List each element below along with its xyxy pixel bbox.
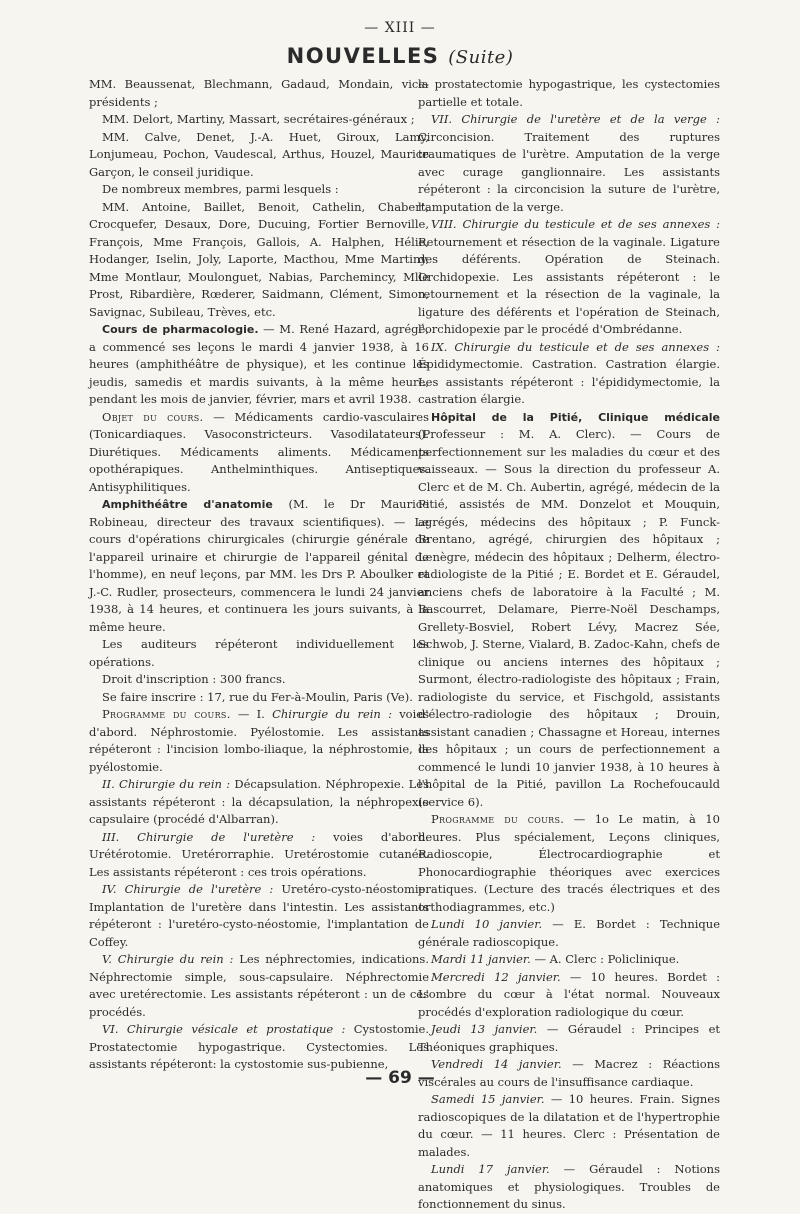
schedule-entry [418,1091,720,1161]
paragraph-text: Uretéro-cysto-néostomie. Implantation de l'uretère dans l'intestin. Les assistants répéteront : l'uretéro-cysto-néostomie, l'implantation de Coffey. [89,882,429,949]
paragraph [89,409,429,497]
paragraph [418,111,720,216]
paragraph-text: Circoncision. Traitement des ruptures traumatiques de l'urètre. Amputation de la verge avec curage ganglionnaire. Les assistants répéteront : la circoncision la suture de l'urètre, l'amputation de la verge. [418,129,720,214]
schedule-date: Mercredi 12 janvier. [431,969,561,984]
schedule-text: — Macrez : Réactions viscérales au cours de l'insuffisance cardiaque. [418,1057,720,1089]
italic-heading: II. Chirurgie du rein : [102,777,231,791]
schedule-text: — A. Clerc : Policlinique. [530,952,680,966]
italic-heading: IX. Chirurgie du testicule et de ses annexes : [431,339,720,354]
schedule-date: Vendredi 14 janvier. [431,1057,562,1071]
paragraph-text: — Médicaments cardio-vasculaires (Tonicardiaques. Vasoconstricteurs. Vasodilatateurs). Diurétiques. Médicaments aliments. Médicaments opothérapiques. Anthelminthiques. Antiseptiques. Antisyphilitiques. [89,409,429,494]
paragraph-text: Retournement et résection de la vaginale. Ligature des déférents. Opération de Steinach. Orchidopexie. Les assistants répéteront : le retournement et la résection de la vaginale, la ligature des déférents et l'opération de Steinach, l'orchidopexie par le procédé d'Ombrédanne. [418,234,720,336]
paragraph-text: Décapsulation. Néphropexie. Les assistants répéteront : la décapsulation, la néphropexie capsulaire (procédé d'Albarran). [89,777,429,826]
section-heading: Objet du cours. [102,409,204,424]
paragraph [418,811,720,916]
schedule-entry [418,951,720,969]
schedule-date: Lundi 10 janvier. [431,917,543,931]
right-column [418,76,720,1214]
page-number: — 69 — [365,1068,435,1088]
page-title [0,44,800,68]
paragraph-text: voies d'abord. Urétérotomie. Uretérorraphie. Uretérostomie cutanée. Les assistants répéteront : ces trois opérations. [89,829,430,879]
paragraph [418,339,720,409]
paragraph [418,216,720,339]
paragraph: MM. Beaussenat, Blechmann, Gadaud, Mondain, vice-présidents ; [89,77,429,109]
paragraph [89,496,429,636]
roman-page-number: — XIII — [364,20,436,36]
schedule-date: Samedi 15 janvier. [431,1092,545,1106]
paragraph-text: (Professeur : M. A. Clerc). — Cours de perfectionnement sur les maladies du cœur et des vaisseaux. — Sous la direction du professeur A. Clerc et de M. Ch. Aubertin, agrégé, médecin de la Pitié, assistés de MM. Donzelot et Mouquin, agrégés, médecins des hôpitaux ; P. Funck-Brentano, agrégé, chirurgien des hôpitaux ; Lenègre, médecin des hôpitaux ; Delherm, électro-radiologiste de la Pitié ; E. Bordet et E. Géraudel, anciens chefs de laboratoire à la Faculté ; M. Bascourret, Delamare, Pierre-Noël Deschamps, Grellety-Bosviel, Robert Lévy, Macrez Sée, Schwob, J. Sterne, Vialard, B. Zadoc-Kahn, chefs de clinique ou anciens internes des hôpitaux ; Surmont, électro-radiologiste des hôpitaux ; Frain, radiologiste du service, et Fischgold, assistants d'électro-radiologie des hôpitaux ; Drouin, assistant canadien ; Chassagne et Horeau, internes des hôpitaux ; un cours de perfectionnement a commencé le lundi 10 janvier 1938, à 10 heures à l'hôpital de la Pitié, pavillon La Rochefoucauld (service 6). [418,427,720,809]
paragraph-text: — I. [230,707,273,721]
paragraph-text: — 1o Le matin, à 10 heures. Plus spécialement, Leçons cliniques, Radioscopie, Électrocardiographie et Phonocardiographie théoriques avec exercices pratiques. (Lecture des tracés électriques et des orthodiagrammes, etc.) [418,812,721,914]
section-heading: Cours de pharmacologie. [102,323,259,336]
paragraph: Se faire inscrire : 17, rue du Fer-à-Moulin, Paris (Ve). [102,689,413,704]
schedule-text: — Géraudel : Principes et Théoniques graphiques. [418,1022,720,1054]
section-heading: Amphithéâtre d'anatomie [102,498,273,511]
paragraph-text: Cystostomie. Prostatectomie hypogastrique. Cystectomies. Les assistants répéteront: la cystostomie sus-pubienne, [89,1022,429,1071]
section-heading: Programme du cours. [431,812,565,826]
italic-heading: Chirurgie du rein : [272,707,392,721]
schedule-date: Lundi 17 janvier. [431,1162,550,1176]
section-heading: Hôpital de la Pitié, Clinique médicale [431,410,720,424]
paragraph-text: (M. le Dr Maurice Robineau, directeur des travaux scientifiques). — Le cours d'opérations chirurgicales (chirurgie générale de l'appareil urinaire et chirurgie de l'appareil génital de l'homme), en neuf leçons, par MM. les Drs P. Aboulker et J.-C. Rudler, prosecteurs, commencera le lundi 24 janvier 1938, à 14 heures, et continuera les jours suivants, à la même heure. [89,497,430,634]
italic-heading: VII. Chirurgie de l'uretère et de la verge : [431,112,720,126]
paragraph: MM. Antoine, Baillet, Benoit, Cathelin, Chabert, Crocquefer, Desaux, Dore, Ducuing, Fortier Bernoville, François, Mme François, Gallois, A. Halphen, Hélie, Hodanger, Iselin, Joly, Laporte, Macthou, Mme Martiny, Mme Montlaur, Moulonguet, Nabias, Parchemincy, Mlle Prost, Ribardière, Rœderer, Saidmann, Clément, Simon, Savignac, Subileau, Trèves, etc. [89,199,429,319]
paragraph-text: voies d'abord. Néphrostomie. Pyélostomie. Les assistants répéteront : l'incision lombo-iliaque, la néphrostomie, la pyélostomie. [89,707,429,774]
schedule-text: — 10 heures. Frain. Signes radioscopiques de la dilatation et de l'hypertrophie du cœur. — 11 heures. Clerc : Présentation de malades. [418,1092,720,1159]
schedule-entry [418,916,720,951]
paragraph [89,321,429,409]
paragraph [89,881,429,951]
schedule-date: Mardi 11 janvier. [431,952,531,966]
paragraph [89,829,429,882]
italic-heading: VIII. Chirurgie du testicule et de ses annexes : [431,217,720,231]
paragraph: Droit d'inscription : 300 francs. [102,672,286,686]
paragraph-text: Épididymectomie. Castration. Castration élargie. Les assistants répéteront : l'épididymectomie, la castration élargie. [418,357,720,406]
italic-heading: VI. Chirurgie vésicale et prostatique : [102,1022,346,1036]
schedule-entry [418,1161,720,1214]
schedule-text: — 10 heures. Bordet : L'ombre du cœur à l'état normal. Nouveaux procédés d'exploration radiologique du cœur. [418,969,720,1019]
paragraph [89,951,429,1021]
schedule-entry [418,969,720,1022]
italic-heading: IV. Chirurgie de l'uretère : [102,882,274,896]
paragraph-text: Les néphrectomies, indications. Néphrectomie simple, sous-capsulaire. Néphrectomie avec uretérectomie. Les assistants répéteront : un de ces procédés. [89,952,429,1019]
schedule-date: Jeudi 13 janvier. [431,1022,538,1036]
schedule-text: — Géraudel : Notions anatomiques et physiologiques. Troubles de fonctionnement du sinus. [418,1162,720,1211]
left-column [89,76,429,1074]
paragraph: De nombreux membres, parmi lesquels : [102,182,339,196]
schedule-entry [418,1021,720,1056]
italic-heading: III. Chirurgie de l'uretère : [102,829,316,844]
paragraph [89,706,429,776]
section-heading: Programme du cours. [102,707,231,721]
italic-heading: V. Chirurgie du rein : [102,952,234,966]
paragraph [418,409,720,812]
schedule-text: — E. Bordet : Technique générale radioscopique. [418,917,720,949]
paragraph: MM. Delort, Martiny, Massart, secrétaires-généraux ; [102,112,415,126]
paragraph: Les auditeurs répéteront individuellement les opérations. [89,637,429,669]
paragraph: MM. Calve, Denet, J.-A. Huet, Giroux, Lamy, Lonjumeau, Pochon, Vaudescal, Arthus, Houzel, Maurice Garçon, le conseil juridique. [89,129,429,179]
paragraph [89,1021,429,1074]
title-suite: (Suite) [448,47,514,68]
paragraph-text: — M. René Hazard, agrégé, a commencé ses leçons le mardi 4 janvier 1938, à 16 heures (amphithéâtre de physique), et les continue les jeudis, samedis et mardis suivants, à la même heure, pendant les mois de janvier, février, mars et avril 1938. [89,322,429,406]
paragraph [89,776,429,829]
paragraph: la prostatectomie hypogastrique, les cystectomies partielle et totale. [418,77,720,109]
title-main: NOUVELLES [286,44,440,68]
